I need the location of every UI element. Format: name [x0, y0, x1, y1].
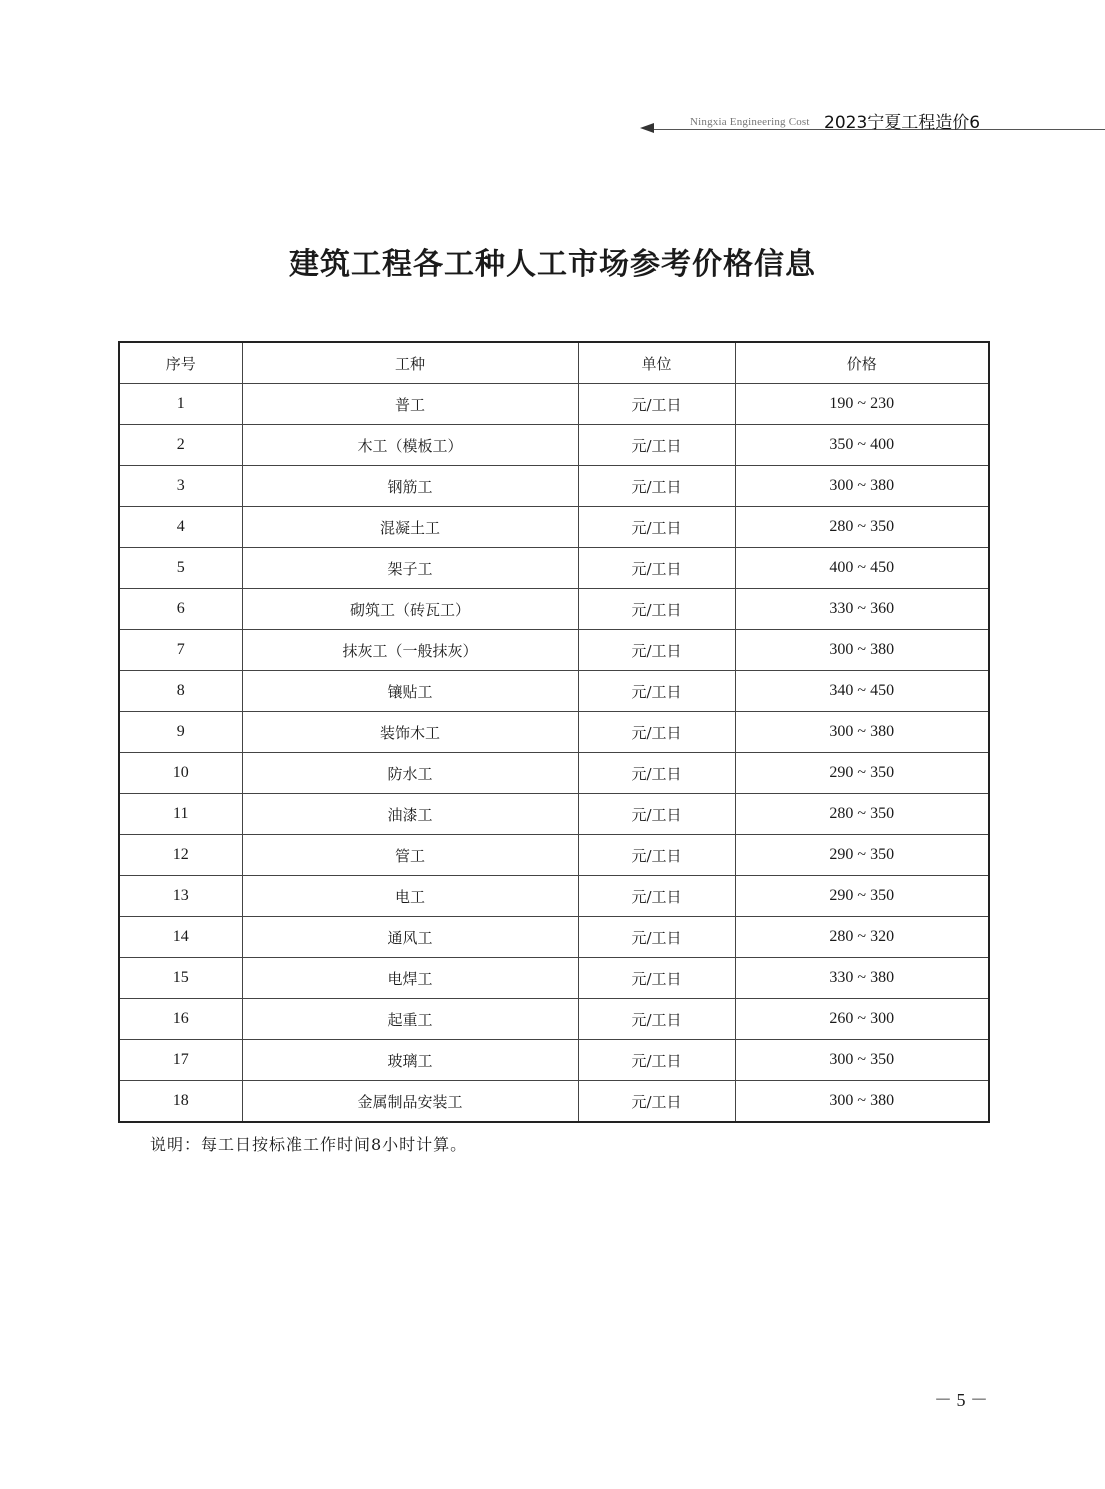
- cell-work-type: 普工: [242, 384, 578, 425]
- cell-work-type: 防水工: [242, 753, 578, 794]
- cell-unit: 元/工日: [578, 999, 735, 1040]
- cell-price: 400 ~ 450: [735, 548, 989, 589]
- table-header-row: [119, 342, 989, 384]
- table-row: [119, 794, 989, 835]
- cell-unit: 元/工日: [578, 712, 735, 753]
- table-row: [119, 630, 989, 671]
- cell-price: 280 ~ 320: [735, 917, 989, 958]
- cell-price: 300 ~ 350: [735, 1040, 989, 1081]
- cell-work-type: 电焊工: [242, 958, 578, 999]
- cell-work-type: 砌筑工（砖瓦工）: [242, 589, 578, 630]
- cell-work-type: 装饰木工: [242, 712, 578, 753]
- cell-no: 13: [119, 876, 242, 917]
- cell-no: 11: [119, 794, 242, 835]
- cell-price: 280 ~ 350: [735, 507, 989, 548]
- table-row: [119, 1040, 989, 1081]
- cell-no: 2: [119, 425, 242, 466]
- table-row: [119, 712, 989, 753]
- header-english-title: Ningxia Engineering Cost: [690, 116, 810, 128]
- page-title: 建筑工程各工种人工市场参考价格信息: [289, 247, 816, 282]
- cell-price: 290 ~ 350: [735, 835, 989, 876]
- column-header-unit: 单位: [578, 342, 735, 384]
- table-row: [119, 876, 989, 917]
- table-row: [119, 466, 989, 507]
- arrow-left-icon: [640, 123, 654, 133]
- cell-no: 5: [119, 548, 242, 589]
- cell-price: 300 ~ 380: [735, 1081, 989, 1123]
- cell-work-type: 玻璃工: [242, 1040, 578, 1081]
- cell-unit: 元/工日: [578, 1081, 735, 1123]
- footnote: 说明：每工日按标准工作时间8小时计算。: [150, 1135, 468, 1154]
- cell-work-type: 起重工: [242, 999, 578, 1040]
- cell-no: 16: [119, 999, 242, 1040]
- cell-price: 350 ~ 400: [735, 425, 989, 466]
- cell-price: 300 ~ 380: [735, 466, 989, 507]
- cell-no: 15: [119, 958, 242, 999]
- cell-price: 330 ~ 360: [735, 589, 989, 630]
- cell-no: 12: [119, 835, 242, 876]
- cell-work-type: 通风工: [242, 917, 578, 958]
- cell-work-type: 管工: [242, 835, 578, 876]
- table-row: [119, 835, 989, 876]
- cell-work-type: 木工（模板工）: [242, 425, 578, 466]
- cell-unit: 元/工日: [578, 589, 735, 630]
- cell-unit: 元/工日: [578, 425, 735, 466]
- price-table: [118, 341, 990, 1123]
- table-row: [119, 917, 989, 958]
- table-body: [119, 384, 989, 1123]
- cell-unit: 元/工日: [578, 630, 735, 671]
- cell-no: 10: [119, 753, 242, 794]
- table-row: [119, 548, 989, 589]
- cell-unit: 元/工日: [578, 958, 735, 999]
- cell-no: 4: [119, 507, 242, 548]
- cell-price: 330 ~ 380: [735, 958, 989, 999]
- cell-unit: 元/工日: [578, 466, 735, 507]
- cell-unit: 元/工日: [578, 794, 735, 835]
- page-number: － 5 －: [934, 1390, 988, 1410]
- cell-price: 340 ~ 450: [735, 671, 989, 712]
- cell-no: 18: [119, 1081, 242, 1123]
- table-row: [119, 589, 989, 630]
- cell-price: 280 ~ 350: [735, 794, 989, 835]
- table-row: [119, 671, 989, 712]
- cell-work-type: 混凝土工: [242, 507, 578, 548]
- cell-unit: 元/工日: [578, 835, 735, 876]
- column-header-type: 工种: [242, 342, 578, 384]
- cell-unit: 元/工日: [578, 548, 735, 589]
- cell-no: 8: [119, 671, 242, 712]
- table-row: [119, 753, 989, 794]
- table-row: [119, 958, 989, 999]
- cell-unit: 元/工日: [578, 753, 735, 794]
- cell-no: 14: [119, 917, 242, 958]
- cell-work-type: 电工: [242, 876, 578, 917]
- cell-price: 290 ~ 350: [735, 876, 989, 917]
- cell-unit: 元/工日: [578, 1040, 735, 1081]
- cell-no: 6: [119, 589, 242, 630]
- cell-price: 190 ~ 230: [735, 384, 989, 425]
- cell-no: 1: [119, 384, 242, 425]
- cell-unit: 元/工日: [578, 671, 735, 712]
- cell-unit: 元/工日: [578, 876, 735, 917]
- table-row: [119, 384, 989, 425]
- header-chinese-title: 2023宁夏工程造价6: [824, 113, 981, 133]
- table-row: [119, 507, 989, 548]
- cell-work-type: 架子工: [242, 548, 578, 589]
- cell-no: 17: [119, 1040, 242, 1081]
- table-row: [119, 1081, 989, 1123]
- cell-unit: 元/工日: [578, 917, 735, 958]
- cell-price: 260 ~ 300: [735, 999, 989, 1040]
- running-header: [640, 106, 1105, 136]
- cell-work-type: 金属制品安装工: [242, 1081, 578, 1123]
- cell-work-type: 镶贴工: [242, 671, 578, 712]
- cell-price: 290 ~ 350: [735, 753, 989, 794]
- cell-work-type: 抹灰工（一般抹灰）: [242, 630, 578, 671]
- cell-no: 7: [119, 630, 242, 671]
- cell-price: 300 ~ 380: [735, 630, 989, 671]
- table-row: [119, 999, 989, 1040]
- cell-unit: 元/工日: [578, 507, 735, 548]
- table-row: [119, 425, 989, 466]
- column-header-no: 序号: [119, 342, 242, 384]
- cell-unit: 元/工日: [578, 384, 735, 425]
- cell-price: 300 ~ 380: [735, 712, 989, 753]
- cell-no: 9: [119, 712, 242, 753]
- cell-work-type: 钢筋工: [242, 466, 578, 507]
- cell-no: 3: [119, 466, 242, 507]
- cell-work-type: 油漆工: [242, 794, 578, 835]
- column-header-price: 价格: [735, 342, 989, 384]
